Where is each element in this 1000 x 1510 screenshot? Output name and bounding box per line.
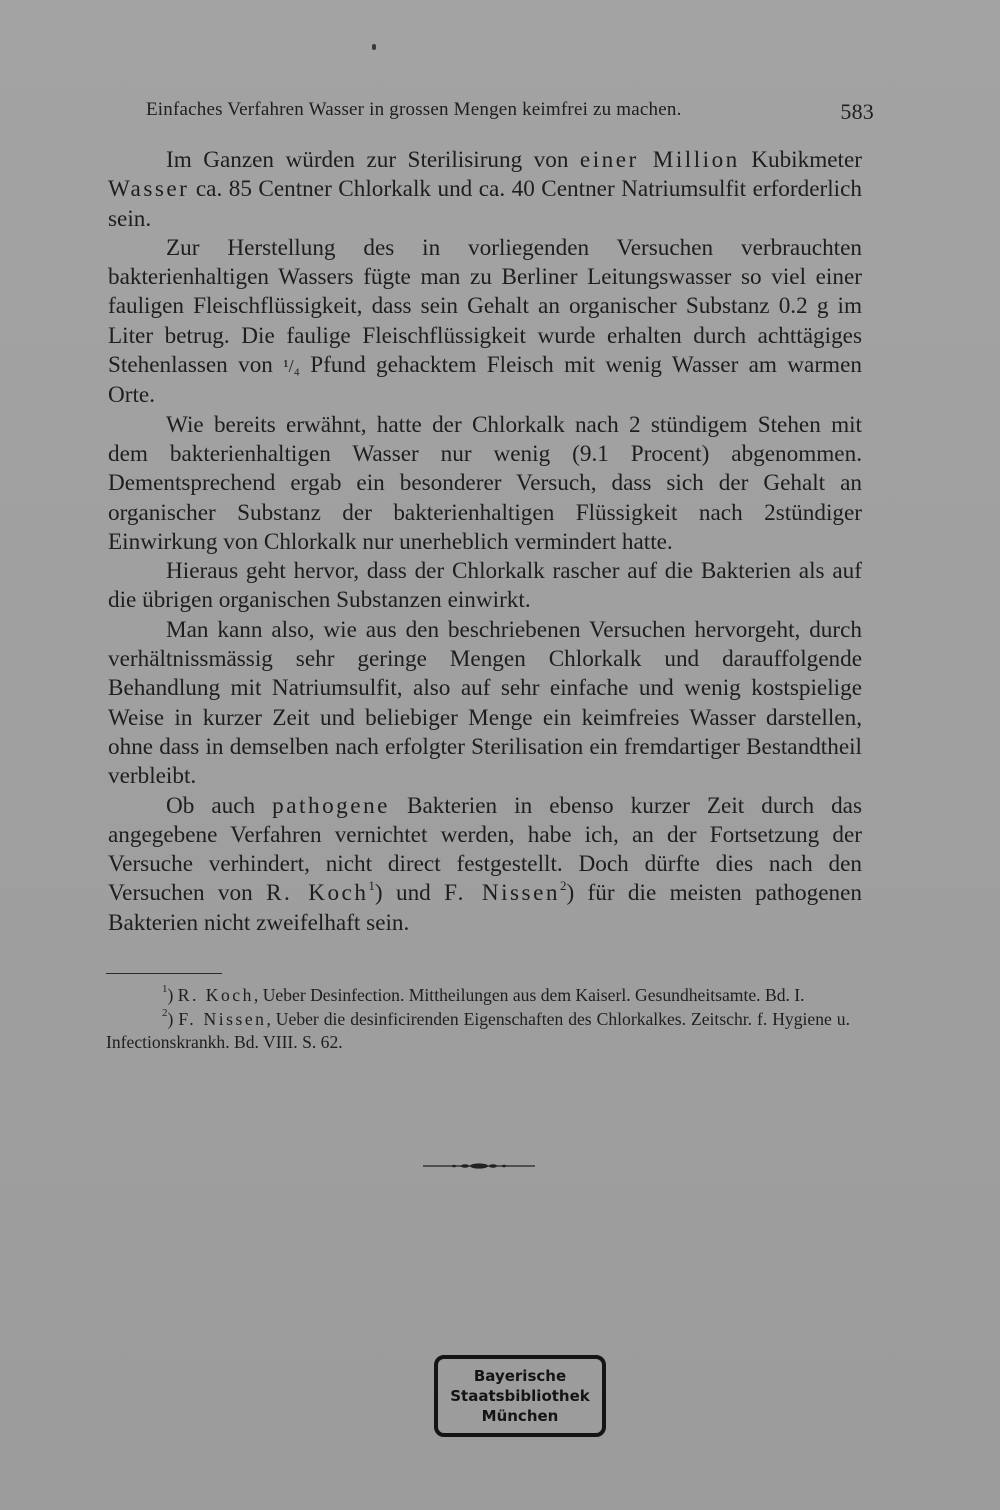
footnote-author: F. Nissen: [178, 1008, 267, 1029]
footnote-1: $^1$) R. Koch, Ueber Desinfection. Mittheilungen aus dem Kaiserl. Gesundheitsamte. Bd. I.: [162, 983, 805, 1005]
footnote-number: 2: [162, 1006, 168, 1019]
paragraph-5: Man kann also, wie aus den beschriebenen Versuchen hervorgeht, durch verhältnissmässig sehr geringe Mengen Chlorkalk und darauffolgende Behandlung mit Natriumsulfit, also auf sehr einfache und wenig kostspielige Weise in kurzer Zeit und beliebiger Menge ein keimfreies Wasser darstellen, ohne dass in demselben nach erfolgter Sterilisation ein fremdartiger Bestandtheil verbleibt.: [108, 616, 862, 790]
text-run: Kubikmeter: [739, 147, 862, 173]
text-run: ca. 85 Centner Chlorkalk und ca. 40 Centner Natriumsulfit erforderlich sein.: [108, 176, 862, 232]
footnote-text: , Ueber die desinficirenden Eigenschaften des Chlorkalkes. Zeitschr. f. Hygiene u. Infectionskrankh. Bd. VIII. S. 62.: [106, 1008, 850, 1052]
footnote-author: R. Koch: [177, 985, 254, 1005]
paragraph-2: [108, 234, 862, 411]
paragraph-4: Hieraus geht hervor, dass der Chlorkalk rascher auf die Bakterien als auf die übrigen organischen Substanzen einwirkt.: [108, 558, 862, 614]
text-run: Bakterien in ebenso kurzer Zeit durch das angegebene Verfahren vernichtet werden, habe ich, an der Fortsetzung der Versuche verhindert, nicht direct festgestellt. Doch dürfte dies nach den Versuchen von: [108, 792, 862, 907]
page-number: 583: [840, 99, 874, 124]
ink-speck: [372, 44, 376, 50]
stamp-line-2: Staatsbibliothek: [450, 1387, 590, 1405]
text-run: Im Ganzen würden zur Sterilisirung von: [166, 147, 580, 173]
library-stamp: [433, 1354, 607, 1438]
stamp-line-3: München: [481, 1407, 559, 1425]
stamp-line-1: Bayerische: [473, 1367, 567, 1385]
paragraph-6: [108, 792, 862, 938]
author-name: F. Nissen: [444, 880, 560, 907]
spaced-text: einer Million: [579, 147, 740, 173]
footnote-rule: [106, 973, 222, 974]
fraction: ¹/₄: [283, 356, 300, 377]
footnote-2: $^2$) F. Nissen, Ueber die desinficirenden Eigenschaften des Chlorkalkes. Zeitschr. f. Hygiene u. Infectionskrankh. Bd. VIII. S. 62.: [106, 1006, 850, 1052]
footnote-marker: 1: [368, 877, 375, 893]
body-text: [108, 146, 862, 938]
text-run: ) und: [374, 880, 445, 907]
footnote-text: , Ueber Desinfection. Mittheilungen aus dem Kaiserl. Gesundheitsamte. Bd. I.: [253, 985, 805, 1005]
paragraph-3: Wie bereits erwähnt, hatte der Chlorkalk nach 2 stündigem Stehen mit dem bakterienhaltigen Wasser nur wenig (9.1 Procent) abgenommen. Dementsprechend ergab ein besonderer Versuch, dass sich der Gehalt an organischer Substanz der bakterienhaltigen Flüssigkeit nach 2stündiger Einwirkung von Chlorkalk nur unerheblich vermindert hatte.: [108, 411, 862, 555]
footnote-marker: 2: [559, 877, 567, 893]
text-run: ) für die meisten pathogenen Bakterien nicht zweifelhaft sein.: [108, 880, 862, 936]
footnotes: [106, 984, 850, 1055]
ornament-divider-icon: [423, 1158, 535, 1174]
text-run: Ob auch: [166, 792, 273, 819]
paragraph-1: [108, 146, 862, 234]
running-title: Einfaches Verfahren Wasser in grossen Mengen keimfrei zu machen.: [146, 99, 682, 120]
footnote-number: 1: [162, 983, 168, 996]
spaced-text: Wasser: [108, 176, 190, 203]
text-run: Pfund gehacktem Fleisch mit wenig Wasser am warmen Orte.: [108, 352, 862, 409]
author-name: R. Koch: [266, 880, 369, 907]
text-run: Zur Herstellung des in vorliegenden Versuchen verbrauchten bakterienhaltigen Wassers fügte man zu Berliner Leitungswasser so viel einer fauligen Fleischflüssigkeit, dass sein Gehalt an organischer Substanz 0.2 g im Liter betrug. Die faulige Fleischflüssigkeit wurde erhalten durch achttägiges Stehenlassen von: [108, 234, 862, 379]
running-header: [146, 95, 874, 124]
spaced-text: pathogene: [272, 792, 390, 819]
